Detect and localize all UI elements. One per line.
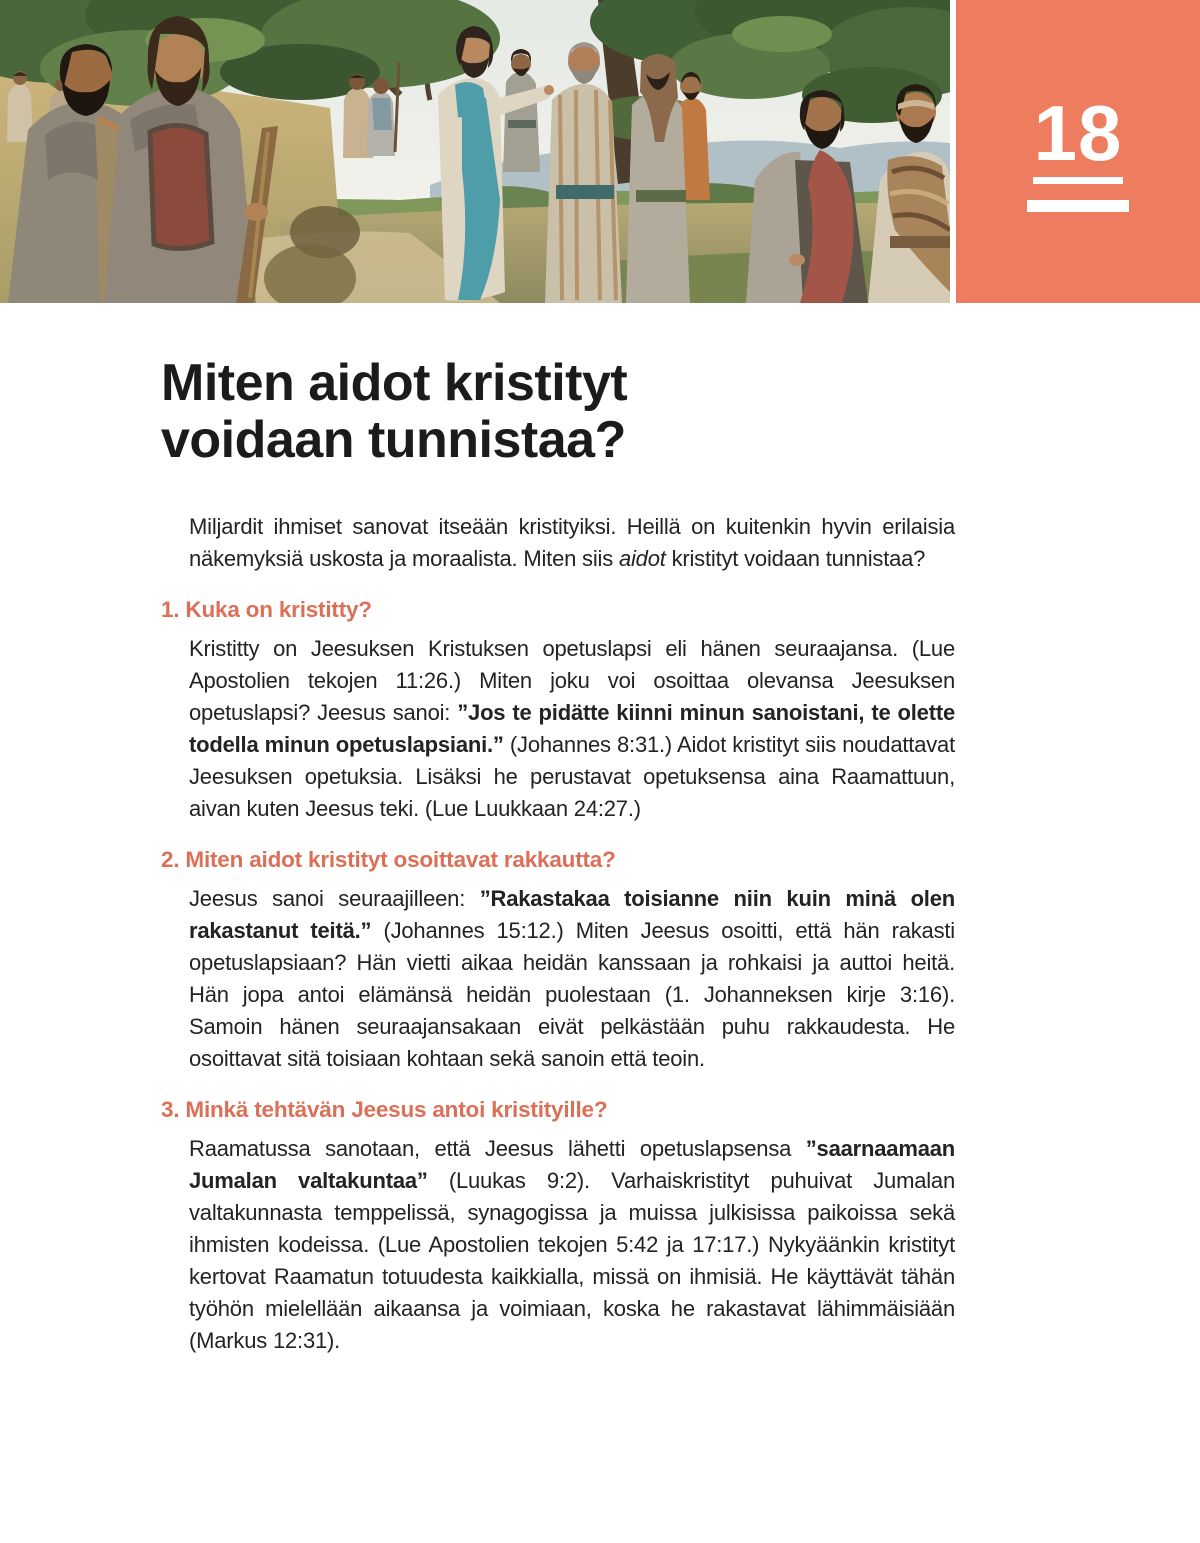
- section-1-paragraph: Kristitty on Jeesuksen Kristuksen opetuslapsi eli hänen seuraajansa. (Lue Apostolien tekojen 11:26.) Miten joku voi osoittaa olevansa Jeesuksen opetuslapsi? Jeesus sanoi: ”Jos te pidätte kiinni minun sanoistani, te olette todella minun opetuslapsiani.” (Johannes 8:31.) Aidot kristityt siis noudattavat Jeesuksen opetuksia. Lisäksi he perustavat opetuksensa aina Raamattuun, aivan kuten Jeesus teki. (Lue Luukkaan 24:27.): [189, 636, 955, 821]
- lesson-number: 18: [1033, 94, 1124, 184]
- page-title-line1: Miten aidot kristityt: [161, 354, 628, 412]
- section-1-heading: 1. Kuka on kristitty?: [161, 597, 372, 622]
- lesson-badge: [956, 0, 1200, 303]
- section-3-heading: 3. Minkä tehtävän Jeesus antoi kristityille?: [161, 1097, 608, 1122]
- lesson-underline-bar: [1027, 200, 1129, 212]
- intro-paragraph: Miljardit ihmiset sanovat itseään kristityiksi. Heillä on kuitenkin hyvin erilaisia näkemyksiä uskosta ja moraalista. Miten siis aidot kristityt voidaan tunnistaa?: [189, 514, 955, 571]
- hero-banner: [0, 0, 1200, 303]
- section-3: [161, 1097, 955, 1357]
- hero-photo: [0, 0, 950, 303]
- section-2: [161, 847, 955, 1075]
- page-title: [161, 355, 955, 469]
- section-3-paragraph: Raamatussa sanotaan, että Jeesus lähetti opetuslapsensa ”saarnaamaan Jumalan valtakuntaa” (Luukas 9:2). Varhaiskristityt puhuivat Jumalan valtakunnasta temppelissä, synagogissa ja muissa julkisissa paikoissa sekä ihmisten kodeissa. (Lue Apostolien tekojen 5:42 ja 17:17.) Nykyäänkin kristityt kertovat Raamatun totuudesta kaikkialla, missä on ihmisiä. He käyttävät tähän työhön mielellään aikaansa ja voimiaan, koska he rakastavat lähimmäisiään (Markus 12:31).: [189, 1136, 955, 1353]
- article-content: [0, 355, 1200, 1357]
- section-2-heading: 2. Miten aidot kristityt osoittavat rakkautta?: [161, 847, 616, 872]
- page-title-line2: voidaan tunnistaa?: [161, 411, 626, 469]
- hero-photo-illustration: [0, 0, 950, 303]
- section-1: [161, 597, 955, 825]
- section-2-paragraph: Jeesus sanoi seuraajilleen: ”Rakastakaa toisianne niin kuin minä olen rakastanut teitä.” (Johannes 15:12.) Miten Jeesus osoitti, että hän rakasti opetuslapsiaan? Hän vietti aikaa heidän kanssaan ja rohkaisi ja auttoi heitä. Hän jopa antoi elämänsä heidän puolestaan (1. Johanneksen kirje 3:16). Samoin hänen seuraajansakaan eivät pelkästään puhu rakkaudesta. He osoittavat sitä toisiaan kohtaan sekä sanoin että teoin.: [189, 886, 955, 1071]
